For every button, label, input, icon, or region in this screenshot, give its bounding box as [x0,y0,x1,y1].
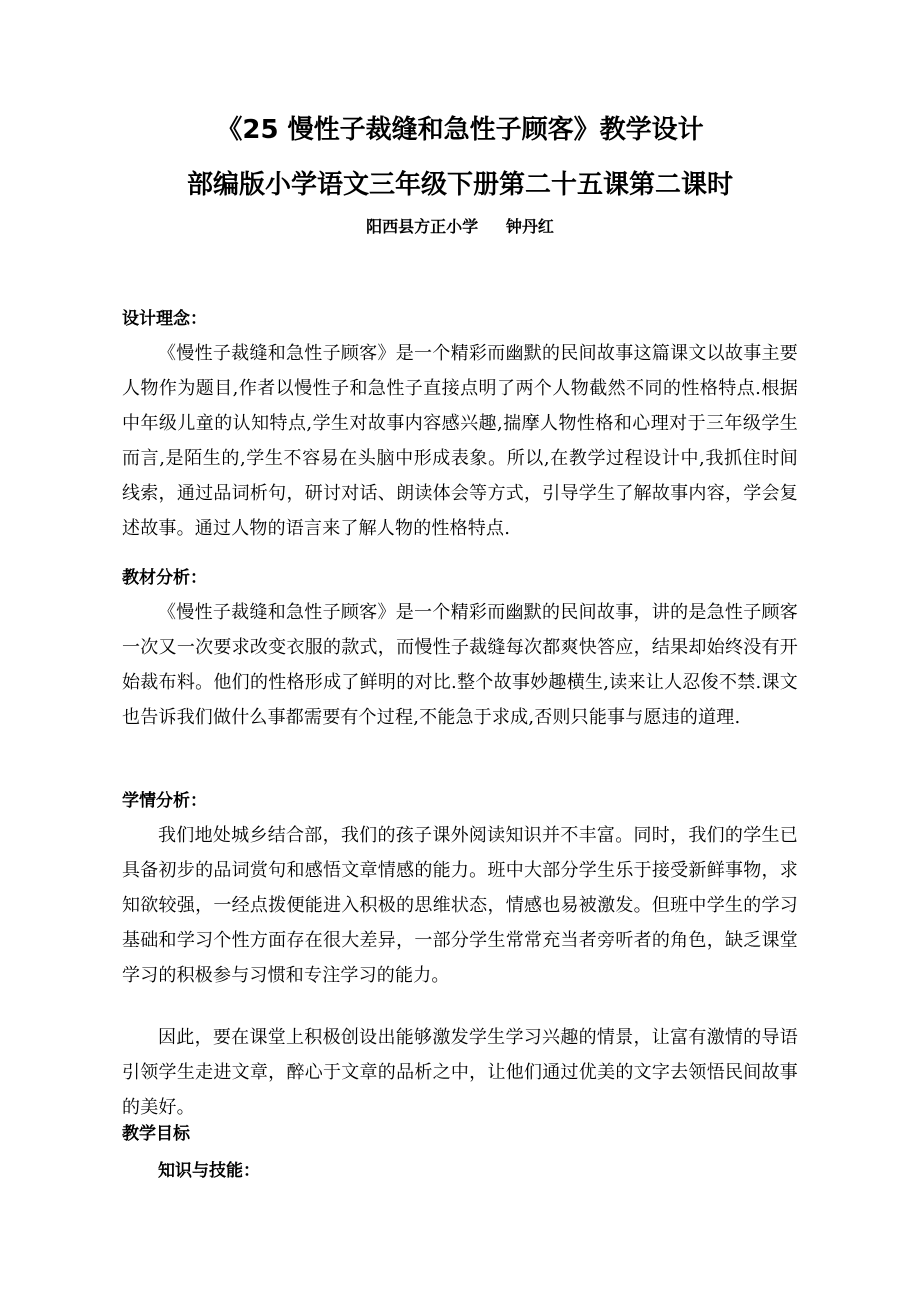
paragraph-design-concept: 《慢性子裁缝和急性子顾客》是一个精彩而幽默的民间故事这篇课文以故事主要人物作为题目,作者以慢性子和急性子直接点明了两个人物截然不同的性格特点.根据中年级儿童的认知特点,学生对故事内容感兴趣,揣摩人物性格和心理对于三年级学生而言,是陌生的,学生不容易在头脑中形成表象。所以,在教学过程设计中,我抓住时间线索，通过品词析句，研讨对话、朗读体会等方式，引导学生了解故事内容，学会复述故事。通过人物的语言来了解人物的性格特点. [122,343,798,539]
document-subtitle: 部编版小学语文三年级下册第二十五课第二课时 [186,170,733,200]
subheading-knowledge-skills: 知识与技能： [158,1161,260,1181]
author-line: 阳西县方正小学 钟丹红 [366,217,554,236]
paragraph-student-analysis-1: 我们地处城乡结合部，我们的孩子课外阅读知识并不丰富。同时，我们的学生已具备初步的品词赏句和感悟文章情感的能力。班中大部分学生乐于接受新鲜事物，求知欲较强，一经点拨便能进入积极的思维状态，情感也易被激发。但班中学生的学习基础和学习个性方面存在很大差异，一部分学生常常充当者旁听者的角色，缺乏课堂学习的积极参与习惯和专注学习的能力。 [122,825,798,986]
document-title: 《25 慢性子裁缝和急性子顾客》教学设计 [216,115,704,145]
section-heading-design-concept: 设计理念： [122,309,207,329]
paragraph-student-analysis-2: 因此，要在课堂上积极创设出能够激发学生学习兴趣的情景，让富有激情的导语引领学生走进文章，醉心于文章的品析之中，让他们通过优美的文字去领悟民间故事的美好。 [122,1027,798,1118]
section-heading-student-analysis: 学情分析： [122,791,207,811]
paragraph-material-analysis: 《慢性子裁缝和急性子顾客》是一个精彩而幽默的民间故事，讲的是急性子顾客一次又一次要求改变衣服的款式，而慢性子裁缝每次都爽快答应，结果却始终没有开始裁布料。他们的性格形成了鲜明的对比.整个故事妙趣横生,读来让人忍俊不禁.课文也告诉我们做什么事都需要有个过程,不能急于求成,否则只能事与愿违的道理. [122,602,798,728]
section-heading-material-analysis: 教材分析： [122,568,207,588]
section-heading-teaching-goals: 教学目标 [122,1124,190,1144]
